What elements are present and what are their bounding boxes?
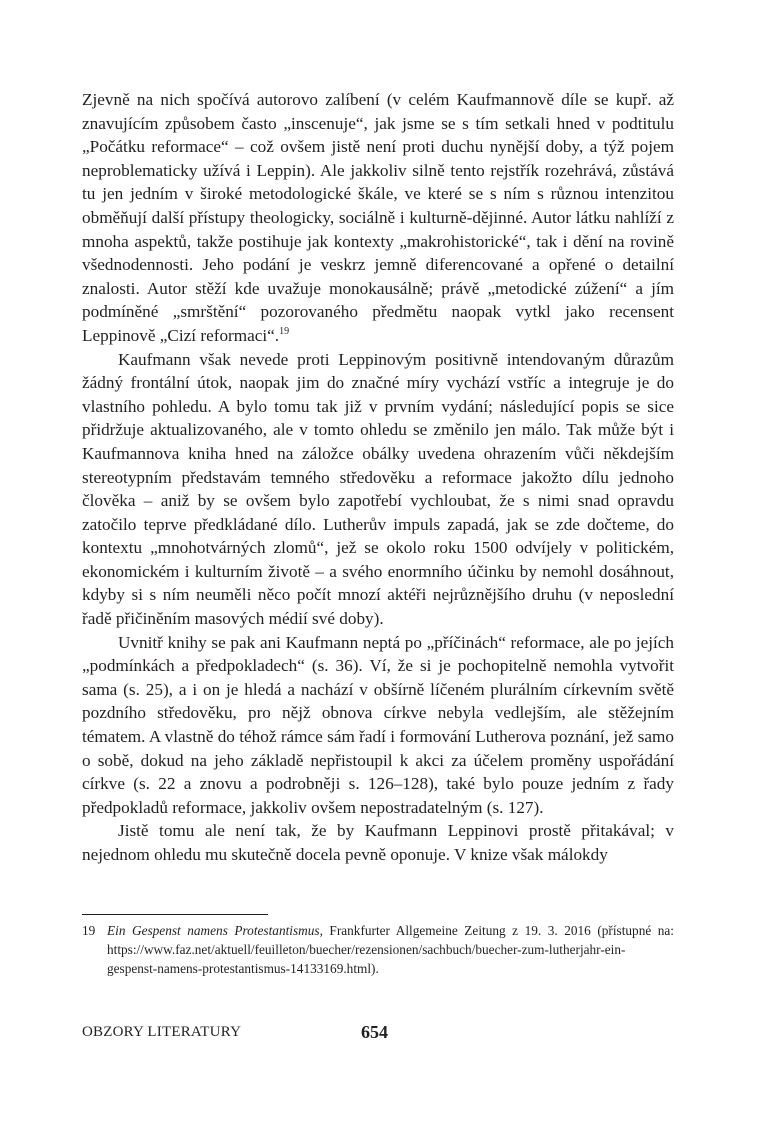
journal-name: OBZORY LITERATURY [82, 1024, 242, 1040]
paragraph: Kaufmann však nevede proti Leppinovým positivně intendovaným důrazům žádný frontální útok, naopak jim do značné míry vychází vstříc a integruje je do vlastního pohledu. A bylo tomu tak již v prvním vydání; následující popis se sice přidržuje aktualizovaného, ale v tomto ohledu se změnilo jen málo. Tak může být i Kaufmannova kniha hned na záložce obálky uvedena ohrazením vůči někdejším stereotypním představám temného středověku a reformace jakožto dílu jednoho člověka – aniž by se ovšem bylo zapotřebí vychloubat, že s nimi snad opravdu zatočilo teprve předkládané dílo. Lutherův impuls zapadá, jak se zde dočteme, do kontextu „mnohotvárných zlomů“, jež se okolo roku 1500 odvíjely v politickém, ekonomickém i kulturním životě – a svého enormního účinku by nemohl dosáhnout, kdyby si s ním neuměli něco počít mnozí aktéři nejrůznějšího druhu (v neposlední řadě přičiněním masových médií své doby). [82, 349, 674, 629]
footnote-divider [82, 914, 268, 915]
page-footer [82, 1024, 674, 1048]
footnote-title: Ein Gespenst namens Protestantismus [107, 923, 320, 938]
paragraph-text: Zjevně na nich spočívá autorovo zalíbení (v celém Kaufmannově díle se kupř. až znavujícím způsobem často „inscenuje“, jak jsme se s tím setkali hned v podtitulu „Počátku reformace“ – což ovšem jistě není proti duchu nynější doby, a týž pojem neproblematicky užívá i Leppin). Ale jakkoliv silně tento rejstřík rozehrává, zůstává tu jen jedním v široké metodologické škále, ve které se s ním s různou intenzitou obměňují další přístupy theologicky, sociálně i kulturně-dějinné. Autor látku nahlíží z mnoha aspektů, takže postihuje jak kontexty „makrohistorické“, tak i dění na rovině všednodennosti. Jeho podání je veskrz jemně diferencované a opřené o detailní znalosti. Autor stěží kde uvažuje monokausálně; právě „metodické zúžení“ a jím podmíněné „smrštění“ pozorovaného předmětu naopak vytkl jako recensent Leppinově „Cizí reformaci“. [82, 90, 674, 345]
footnote [82, 921, 674, 978]
footnote-text [107, 921, 674, 978]
footnote-number: 19 [82, 923, 96, 938]
paragraph [82, 88, 674, 348]
paragraph: Jistě tomu ale není tak, že by Kaufmann Leppinovi prostě přitakával; v nejednom ohledu mu skutečně docela pevně oponuje. V knize však málokdy [82, 821, 674, 864]
paragraph: Uvnitř knihy se pak ani Kaufmann neptá po „příčinách“ reformace, ale po jejích „podmínkách a předpokladech“ (s. 36). Ví, že si je pochopitelně nemohla vytvořit sama (s. 25), a i on je hledá a nachází v obšírně líčeném plurálním církevním světě pozdního středověku, pro nějž obnova církve nebyla vedlejším, ale stěžejním tématem. A vlastně do téhož rámce sám řadí i formování Lutherova poznání, jež samo o sobě, dokud na jeho základě nepřistoupil k akci za účelem proměny uspořádání církve (s. 22 a znovu a podrobněji s. 126–128), také bylo pouze jedním z řady předpokladů reformace, jakkoliv ovšem nepostradatelným (s. 127). [82, 632, 674, 817]
body-text [82, 88, 674, 867]
page-number: 654 [361, 1022, 388, 1042]
footnote-reference: 19 [279, 325, 290, 337]
footnote-body: , Frankfurter Allgemeine Zeitung z 19. 3. 2016 (přístupné na: https://www.faz.net/aktuell/feuilleton/buecher/rezensionen/sachbuch/buecher-zum-lutherjahr-ein-gespenst-namens-protestantismus-14133169.html). [107, 923, 675, 976]
